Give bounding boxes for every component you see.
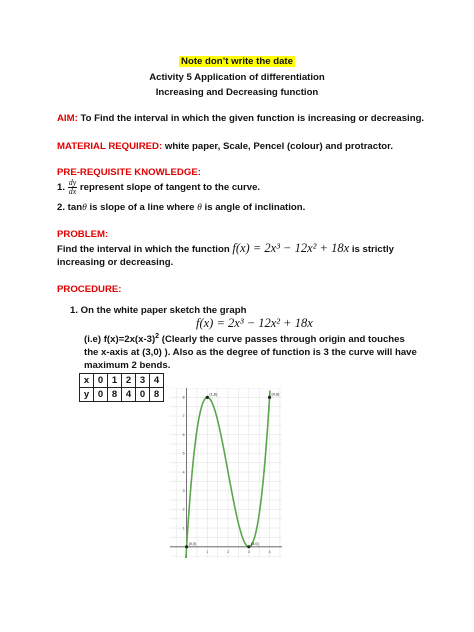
y-tick-label: 2 [182,507,185,512]
problem-line-2: increasing or decreasing. [57,257,174,268]
aim-line [57,113,424,124]
y-tick-label: 1 [182,526,185,531]
values-table [79,373,164,402]
x-tick-label: 1 [206,549,209,554]
table-cell: 1 [108,374,122,388]
point-label: (4,8) [271,392,280,397]
material-label: MATERIAL REQUIRED: [57,141,163,152]
procedure-label: PROCEDURE: [57,284,122,295]
point-label: (1,8) [209,392,218,397]
prereq-item-1 [57,179,260,196]
function-graph [170,388,282,558]
y-tick-label: 7 [182,414,185,419]
x-tick-label: 3 [247,549,250,554]
x-tick-label: 4 [268,549,271,554]
fraction-denominator: dx [68,187,77,196]
procedure-function-text: f(x) = 2x³ − 12x² + 18x [196,316,313,330]
theta-symbol: θ [197,202,202,213]
problem-function: f(x) = 2x³ − 12x² + 18x [232,241,350,255]
table-cell: y [80,388,94,402]
note-line [0,56,474,67]
y-tick-label: 5 [182,451,185,456]
prereq-item-2 [57,202,305,213]
prereq-item-2-a: 2. tan [57,202,83,213]
problem-label: PROBLEM: [57,229,109,240]
table-cell: 0 [94,388,108,402]
table-row-y [80,388,164,402]
y-tick-label: 3 [182,488,185,493]
problem-line-1 [57,241,394,256]
prereq-label: PRE-REQUISITE KNOWLEDGE: [57,167,201,178]
table-cell: 2 [122,374,136,388]
aim-text: To Find the interval in which the given function is increasing or decreasing. [77,113,425,124]
activity-title: Activity 5 Application of differentiation [149,72,325,83]
problem-text-a: Find the interval in which the function [57,244,233,255]
point-label: (3,0) [250,541,259,546]
problem-text-b: is strictly [349,244,394,255]
theta-symbol: θ [82,202,87,213]
table-cell: 3 [136,374,150,388]
table-cell: 8 [150,388,164,402]
function-curve [186,391,270,558]
procedure-function [196,316,313,331]
dy-dx-fraction [68,179,78,196]
table-cell: 0 [136,388,150,402]
procedure-ie-b: (Clearly the curve passes through origin and touches [159,334,405,346]
procedure-line-3: maximum 2 bends. [84,360,171,371]
aim-label: AIM: [57,113,78,124]
y-tick-label: 4 [182,470,185,475]
procedure-ie-sup: 2 [155,333,160,340]
y-tick-label: 6 [182,432,185,437]
procedure-line-2: the x-axis at (3,0) ). Also as the degree of function is 3 the curve will have [84,347,417,358]
prereq-item-2-b: is slope of a line where [86,202,198,213]
table-cell: x [80,374,94,388]
topic-title: Increasing and Decreasing function [155,87,319,98]
material-line [57,141,393,152]
x-tick-label: 2 [227,549,230,554]
table-cell: 8 [108,388,122,402]
prereq-item-2-c: is angle of inclination. [201,202,306,213]
table-cell: 0 [94,374,108,388]
prereq-item-1-number: 1. [57,182,66,194]
note-highlight: Note don’t write the date [181,56,293,67]
fraction-numerator: dy [68,178,77,187]
table-cell: 4 [150,374,164,388]
material-text: white paper, Scale, Pencel (colour) and protractor. [162,141,394,152]
procedure-ie-a: (i.e) f(x)=2x(x-3) [84,334,156,346]
y-tick-label: 8 [182,395,185,400]
point-label: (0,0) [188,541,197,546]
prereq-item-1-text: represent slope of tangent to the curve. [77,182,261,194]
procedure-ie-line [84,333,405,345]
procedure-step-1: 1. On the white paper sketch the graph [70,305,247,316]
table-row-x [80,374,164,388]
table-cell: 4 [122,388,136,402]
